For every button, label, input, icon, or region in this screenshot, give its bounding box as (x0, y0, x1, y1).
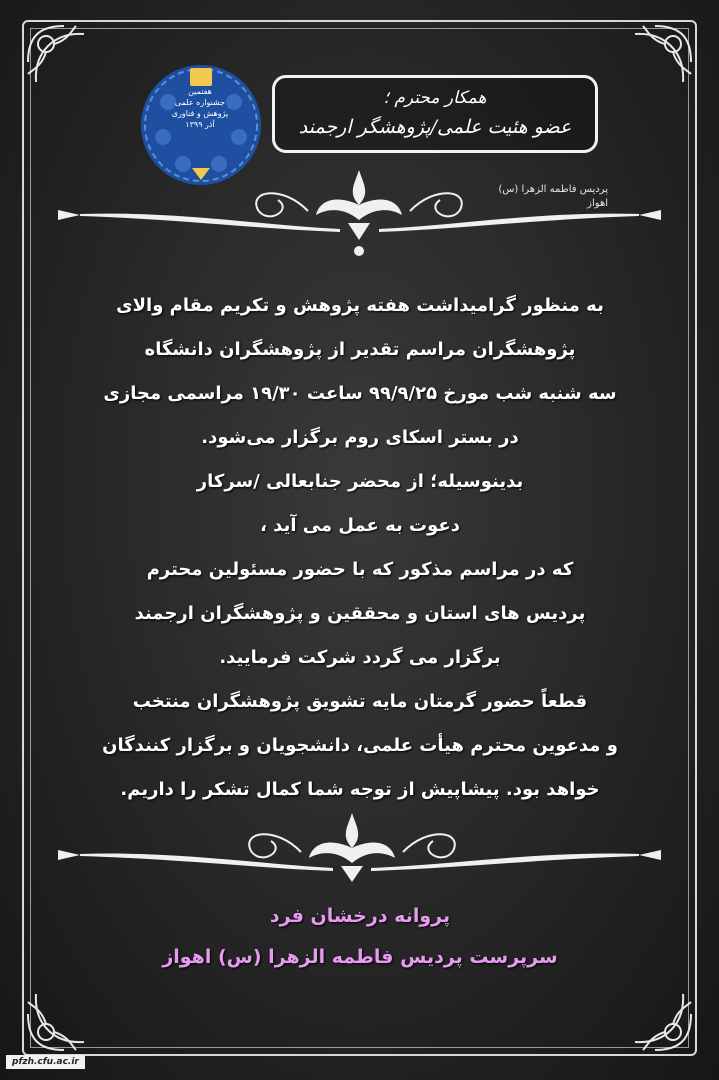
body-line: سه شنبه شب مورخ ۹۹/۹/۲۵ ساعت ۱۹/۳۰ مراسمی مجازی (103, 383, 617, 404)
corner-ornament-top-left (24, 22, 104, 102)
corner-ornament-bottom-right (615, 974, 695, 1054)
campus-name: پردیس فاطمه الزهرا (س) (498, 184, 608, 195)
body-line: که در مراسم مذکور که با حضور مسئولین محترم (146, 559, 574, 580)
body-line: بدینوسیله؛ از محضر جنابعالی /سرکار (196, 471, 524, 492)
bottom-divider-ornament (58, 808, 661, 898)
body-line: و مدعوین محترم هیأت علمی، دانشجویان و برگزار کنندگان (102, 735, 618, 756)
body-line: پردیس های استان و محققین و پژوهشگران ارجمند (134, 603, 586, 624)
signer-name: پروانه درخشان فرد (269, 905, 451, 927)
body-line: برگزار می گردد شرکت فرمایید. (219, 647, 501, 668)
invitation-body (40, 284, 680, 812)
campus-city: اهواز (587, 198, 608, 209)
logo-line: آذر ۱۳۹۹ (185, 120, 215, 129)
corner-ornament-top-right (615, 22, 695, 102)
address-box (272, 75, 598, 153)
corner-ornament-bottom-left (24, 974, 104, 1054)
body-line: خواهد بود. پیشاپیش از توجه شما کمال تشکر را داریم. (120, 779, 600, 800)
body-line: پژوهشگران مراسم تقدیر از پژوهشگران دانشگاه (144, 339, 576, 360)
campus-label (458, 183, 608, 211)
body-line: قطعاً حضور گرمتان مایه تشویق پژوهشگران منتخب (132, 691, 588, 712)
body-line: در بستر اسکای روم برگزار می‌شود. (201, 427, 519, 448)
body-line: به منظور گرامیداشت هفته پژوهش و تکریم مقام والای (116, 295, 604, 316)
body-line: دعوت به عمل می آید ، (260, 515, 460, 536)
logo-caption (150, 86, 250, 130)
watermark: pfzh.cfu.ac.ir (6, 1055, 85, 1069)
recipient-title: عضو هئیت علمی/پژوهشگر ارجمند (298, 116, 572, 138)
logo-line: هفتمین (188, 87, 212, 96)
logo-line: پژوهش و فناوری (171, 109, 229, 118)
signer-title: سرپرست پردیس فاطمه الزهرا (س) اهواز (162, 946, 558, 968)
salutation: همکار محترم ؛ (383, 88, 487, 108)
logo-line: جشنواره علمی (174, 98, 226, 107)
